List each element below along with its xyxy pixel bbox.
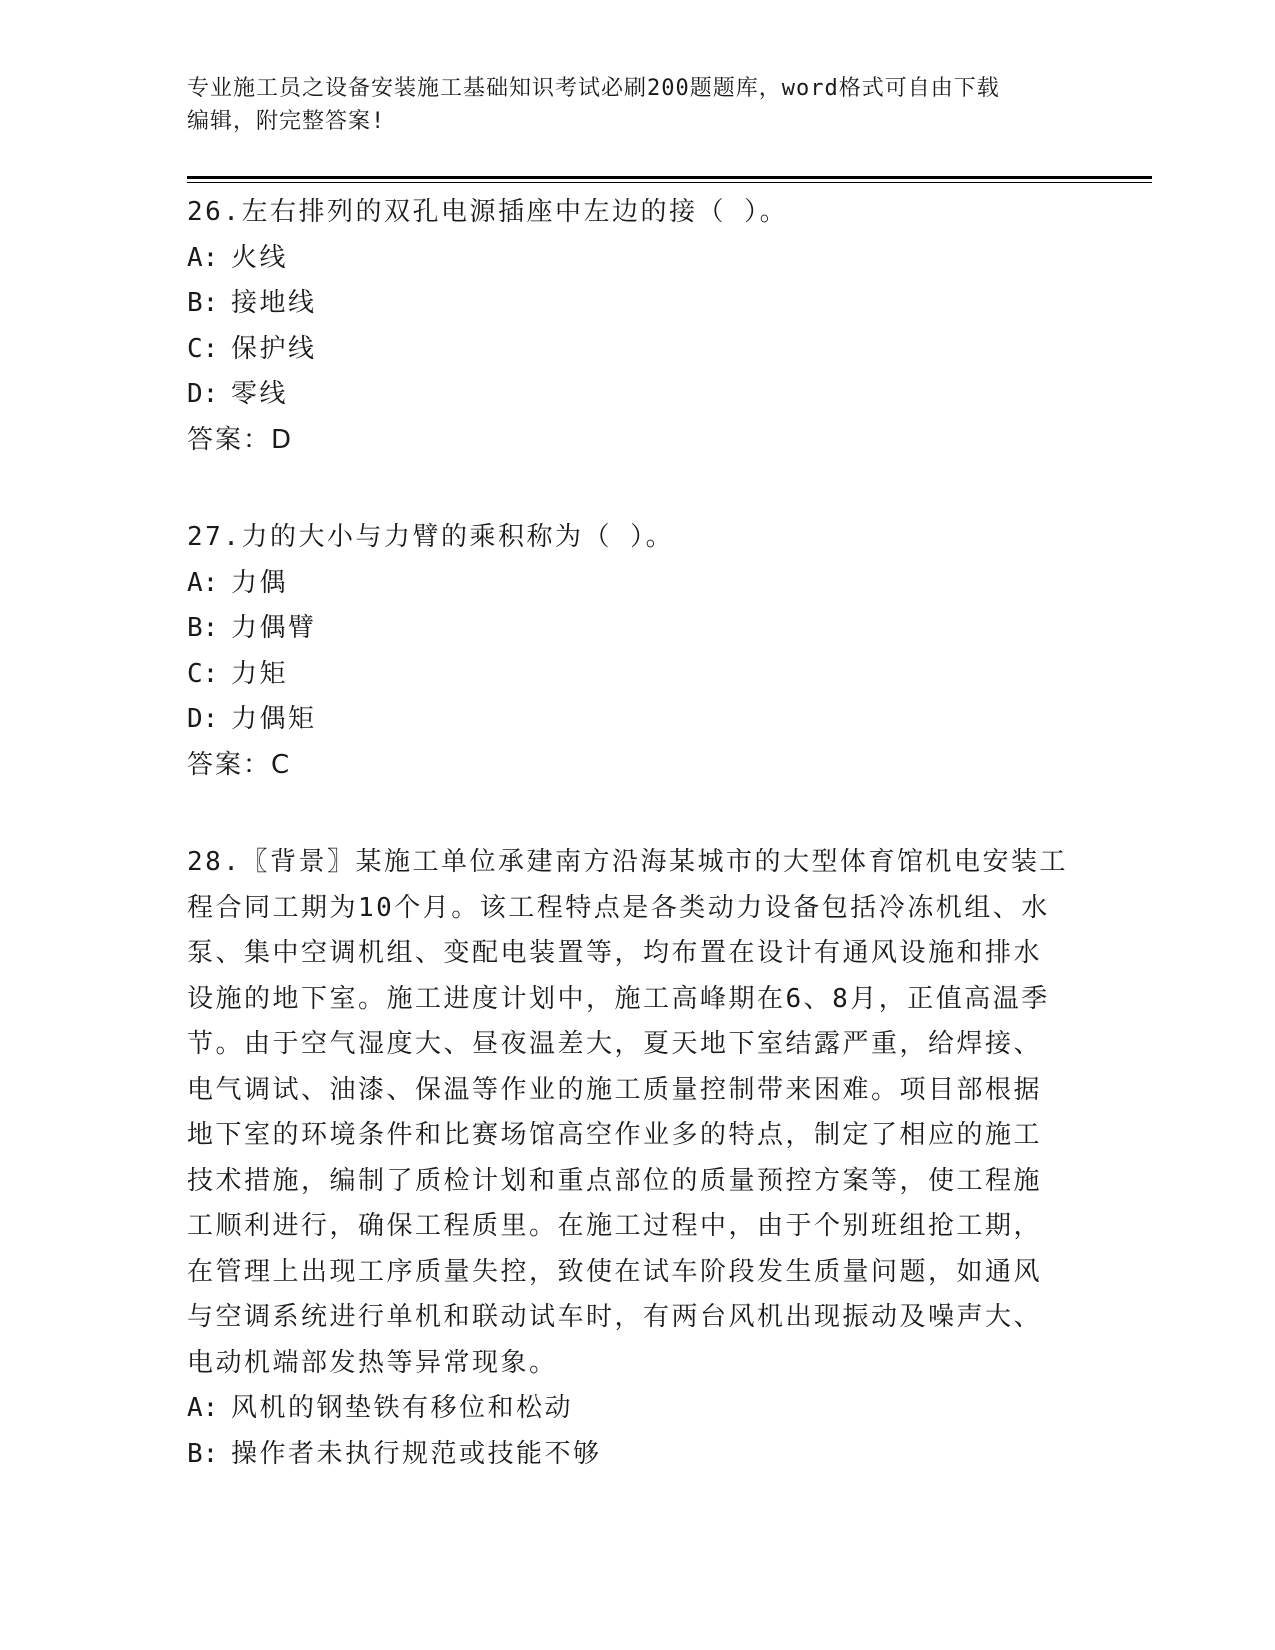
option-text: 操作者未执行规范或技能不够 bbox=[231, 1438, 602, 1469]
option-b bbox=[187, 1432, 1087, 1478]
option-text: 零线 bbox=[231, 379, 289, 409]
option-c bbox=[187, 652, 1087, 698]
question-26 bbox=[187, 190, 1087, 463]
option-text: 保护线 bbox=[231, 333, 317, 364]
option-key: C: bbox=[187, 333, 219, 364]
question-text-line: 在管理上出现工序质量失控，致使在试车阶段发生质量问题，如通风 bbox=[187, 1256, 1043, 1287]
question-27 bbox=[187, 515, 1087, 788]
option-key: B: bbox=[187, 613, 219, 643]
option-c bbox=[187, 327, 1087, 373]
option-a bbox=[187, 236, 1087, 282]
option-a bbox=[187, 1386, 1087, 1432]
option-d bbox=[187, 697, 1087, 743]
option-b bbox=[187, 606, 1087, 652]
option-key: A: bbox=[187, 242, 219, 273]
option-text: 力矩 bbox=[231, 658, 289, 689]
question-text-line: 技术措施，编制了质检计划和重点部位的质量预控方案等，使工程施 bbox=[187, 1165, 1043, 1196]
question-28 bbox=[187, 840, 1087, 1477]
option-text: 力偶矩 bbox=[231, 704, 317, 734]
option-key: B: bbox=[187, 288, 219, 318]
header-divider-thick bbox=[187, 176, 1152, 179]
option-key: A: bbox=[187, 567, 219, 598]
question-list bbox=[187, 190, 1087, 1529]
question-text-line: 地下室的环境条件和比赛场馆高空作业多的特点，制定了相应的施工 bbox=[187, 1120, 1043, 1150]
question-text-line: 设施的地下室。施工进度计划中，施工高峰期在6、8月，正值高温季 bbox=[187, 983, 1050, 1014]
option-key: A: bbox=[187, 1393, 219, 1423]
option-key: B: bbox=[187, 1438, 219, 1469]
question-text-line: 电动机端部发热等异常现象。 bbox=[187, 1347, 558, 1378]
question-text-line: 程合同工期为10个月。该工程特点是各类动力设备包括冷冻机组、水 bbox=[187, 892, 1050, 923]
option-d bbox=[187, 372, 1087, 418]
question-text bbox=[187, 840, 1087, 1386]
header-divider-thin bbox=[187, 182, 1152, 183]
option-text: 力偶 bbox=[231, 567, 289, 598]
option-text: 接地线 bbox=[231, 288, 317, 318]
option-text: 力偶臂 bbox=[231, 613, 317, 643]
option-b bbox=[187, 281, 1087, 327]
question-text-line: 节。由于空气湿度大、昼夜温差大，夏天地下室结露严重，给焊接、 bbox=[187, 1029, 1043, 1059]
option-key: C: bbox=[187, 658, 219, 689]
question-text-line: 28.〖背景〗某施工单位承建南方沿海某城市的大型体育馆机电安装工 bbox=[187, 847, 1068, 877]
question-text-line: 电气调试、油漆、保温等作业的施工质量控制带来困难。项目部根据 bbox=[187, 1074, 1043, 1105]
question-text: 26.左右排列的双孔电源插座中左边的接（ ）。 bbox=[187, 197, 789, 227]
answer-label: 答案：C bbox=[187, 749, 292, 780]
option-text: 火线 bbox=[231, 242, 289, 273]
question-text-line: 与空调系统进行单机和联动试车时，有两台风机出现振动及噪声大、 bbox=[187, 1302, 1043, 1332]
answer-label: 答案：D bbox=[187, 424, 294, 455]
question-text-line: 泵、集中空调机组、变配电装置等，均布置在设计有通风设施和排水 bbox=[187, 938, 1043, 968]
page-header bbox=[187, 72, 1067, 138]
option-text: 风机的钢垫铁有移位和松动 bbox=[231, 1393, 574, 1423]
header-line-1: 专业施工员之设备安装施工基础知识考试必刷200题题库，word格式可自由下载 bbox=[187, 76, 1000, 101]
question-text: 27.力的大小与力臂的乘积称为（ ）。 bbox=[187, 522, 675, 552]
question-text-line: 工顺利进行，确保工程质里。在施工过程中，由于个别班组抢工期， bbox=[187, 1211, 1043, 1241]
option-key: D: bbox=[187, 704, 219, 734]
header-line-2: 编辑，附完整答案! bbox=[187, 109, 386, 134]
option-key: D: bbox=[187, 379, 219, 409]
option-a bbox=[187, 561, 1087, 607]
